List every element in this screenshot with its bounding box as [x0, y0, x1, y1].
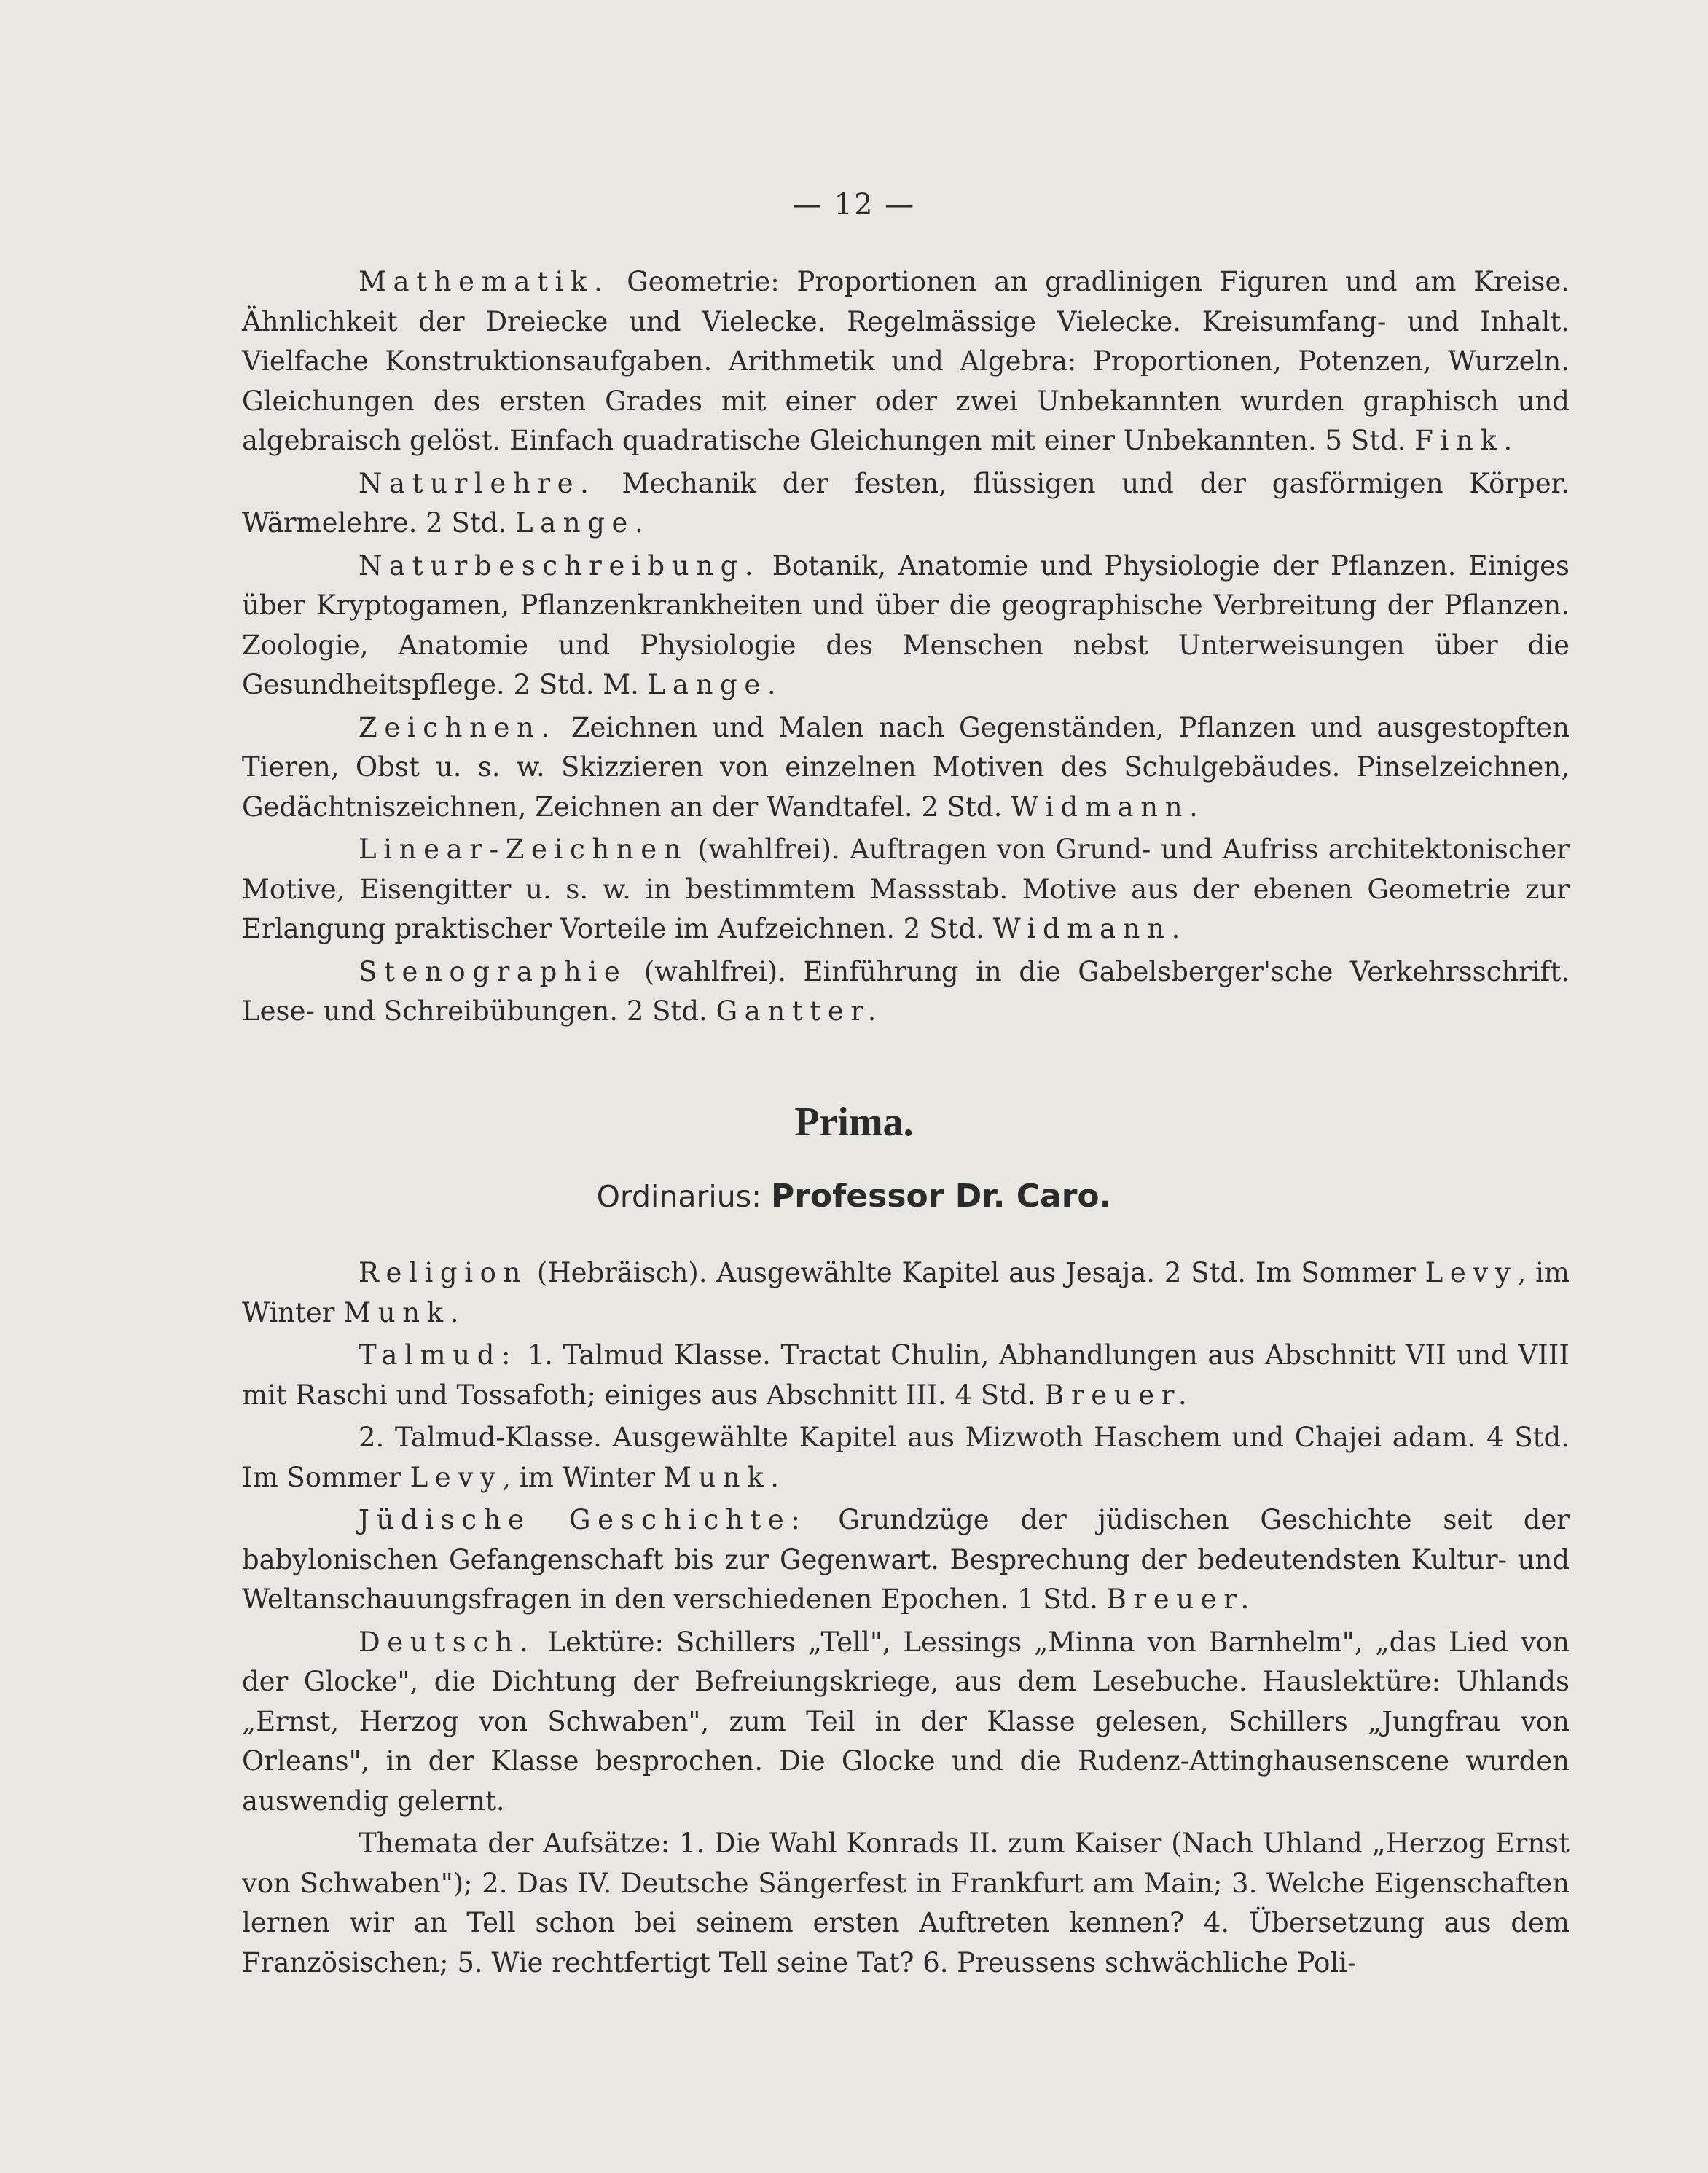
ordinarius-name: Professor Dr. Caro.: [770, 1178, 1112, 1215]
teacher-name: Widmann.: [992, 913, 1187, 944]
subject-heading: Naturbeschreibung.: [359, 549, 761, 582]
paragraph-linear-zeichnen: [242, 830, 1570, 950]
paragraph-text: (wahlfrei). Auftragen von Grund- und Aufriss architektonischer Motive, Eisengitter u. s. w. in bestimmtem Massstab. Motive aus der ebenen Geometrie zur Erlangung praktischer Vorteile im Aufzeichnen. 2 Std.: [242, 834, 1570, 944]
section-title: Prima.: [794, 1100, 914, 1145]
paragraph-text: Themata der Aufsätze: 1. Die Wahl Konrads II. zum Kaiser (Nach Uhland „Herzog Ernst von Schwaben"); 2. Das IV. Deutsche Sängerfest in Frankfurt am Main; 3. Welche Eigenschaften lernen wir an Tell schon bei seinem ersten Auftreten kennen? 4. Übersetzung aus dem Französischen; 5. Wie rechtfertigt Tell seine Tat? 6. Preussens schwächliche Poli-: [242, 1828, 1570, 1978]
paragraph-religion: [242, 1253, 1570, 1333]
paragraph-talmud-2: [242, 1418, 1570, 1497]
paragraph-juedische-geschichte: [242, 1500, 1570, 1620]
teacher-name: Gantter.: [716, 995, 883, 1027]
paragraph-mathematik: [242, 262, 1570, 461]
subject-heading: Talmud:: [359, 1339, 518, 1371]
paragraph-stenographie: [242, 952, 1570, 1032]
subject-heading: Mathematik.: [359, 266, 610, 297]
paragraph-text: (Hebräisch). Ausgewählte Kapitel aus Jesaja. 2 Std. Im Sommer: [528, 1257, 1425, 1288]
paragraph-talmud-1: [242, 1336, 1570, 1415]
paragraph-text: Lektüre: Schillers „Tell", Lessings „Minna von Barnhelm", „das Lied von der Glocke", die Dichtung der Befreiungskriege, aus dem Lesebuche. Hauslektüre: Uhlands „Ernst, Herzog von Schwaben", zum Teil in der Klasse gelesen, Schillers „Jungfrau von Orleans", in der Klasse besprochen. Die Glocke und die Rudenz-Attinghausenscene wurden auswendig gelernt.: [242, 1626, 1570, 1817]
subject-heading: Religion: [359, 1257, 528, 1288]
subject-heading: Linear-Zeichnen: [359, 834, 689, 865]
teacher-name: Lange.: [647, 669, 783, 700]
paragraph-text-2: , im Winter: [502, 1461, 664, 1493]
ordinarius-line: [0, 1178, 1708, 1215]
paragraph-naturbeschreibung: [242, 547, 1570, 705]
teacher-name-2: Munk.: [343, 1296, 466, 1328]
upper-section: [242, 262, 1570, 1035]
subject-heading: Jüdische Geschichte:: [359, 1504, 807, 1535]
lower-section: [242, 1253, 1570, 1986]
paragraph-text: 1. Talmud Klasse. Tractat Chulin, Abhandlungen aus Abschnitt VII und VIII mit Raschi und Tossafoth; einiges aus Abschnitt III. 4 Std.: [242, 1339, 1570, 1411]
teacher-name: Levy: [410, 1461, 503, 1493]
ordinarius-label: Ordinarius:: [596, 1179, 771, 1214]
paragraph-text: (wahlfrei). Einführung in die Gabelsberger'sche Verkehrsschrift. Lese- und Schreibübungen. 2 Std.: [242, 955, 1570, 1027]
paragraph-naturlehre: [242, 464, 1570, 544]
paragraph-text: Botanik, Anatomie und Physiologie der Pflanzen. Einiges über Kryptogamen, Pflanzenkrankheiten und über die geographische Verbreitung der Pflanzen. Zoologie, Anatomie und Physiologie des Menschen nebst Unterweisungen über die Gesundheitspflege. 2 Std. M.: [242, 549, 1570, 700]
teacher-name: Lange.: [514, 507, 651, 539]
subject-heading: Deutsch.: [359, 1626, 536, 1658]
paragraph-text: Grundzüge der jüdischen Geschichte seit der babylonischen Gefangenschaft bis zur Gegenwart. Besprechung der bedeutendsten Kultur- und Weltanschauungsfragen in den verschiedenen Epochen. 1 Std.: [242, 1504, 1570, 1615]
paragraph-themata: [242, 1824, 1570, 1983]
teacher-name-2: Munk.: [663, 1461, 786, 1493]
subject-heading: Stenographie: [359, 955, 627, 987]
paragraph-text: Mechanik der festen, flüssigen und der gasförmigen Körper. Wärmelehre. 2 Std.: [242, 467, 1570, 539]
subject-heading: Naturlehre.: [359, 467, 596, 499]
teacher-name: Breuer.: [1044, 1379, 1194, 1411]
teacher-name: Levy: [1425, 1257, 1518, 1288]
page-number: — 12 —: [792, 188, 916, 222]
paragraph-text: Zeichnen und Malen nach Gegenständen, Pflanzen und ausgestopften Tieren, Obst u. s. w. Skizzieren von einzelnen Motiven des Schulgebäudes. Pinselzeichnen, Gedächtniszeichnen, Zeichnen an der Wandtafel. 2 Std.: [242, 711, 1570, 823]
teacher-name: Widmann.: [1011, 791, 1205, 823]
paragraph-zeichnen: [242, 708, 1570, 828]
teacher-name: Fink.: [1414, 425, 1519, 456]
paragraph-text: Geometrie: Proportionen an gradlinigen Figuren und am Kreise. Ähnlichkeit der Dreiecke und Vielecke. Regelmässige Vielecke. Kreisumfang- und Inhalt. Vielfache Konstruktionsaufgaben. Arithmetik und Algebra: Proportionen, Potenzen, Wurzeln. Gleichungen des ersten Grades mit einer oder zwei Unbekannten wurden graphisch und algebraisch gelöst. Einfach quadratische Gleichungen mit einer Unbekannten. 5 Std.: [242, 266, 1570, 456]
paragraph-deutsch: [242, 1623, 1570, 1822]
subject-heading: Zeichnen.: [359, 711, 557, 743]
paragraph-text: 2. Talmud-Klasse. Ausgewählte Kapitel aus Mizwoth Haschem und Chajei adam. 4 Std. Im Sommer: [242, 1422, 1570, 1493]
paragraph-text-2: , im Winter: [242, 1257, 1570, 1328]
teacher-name: Breuer.: [1106, 1583, 1256, 1615]
